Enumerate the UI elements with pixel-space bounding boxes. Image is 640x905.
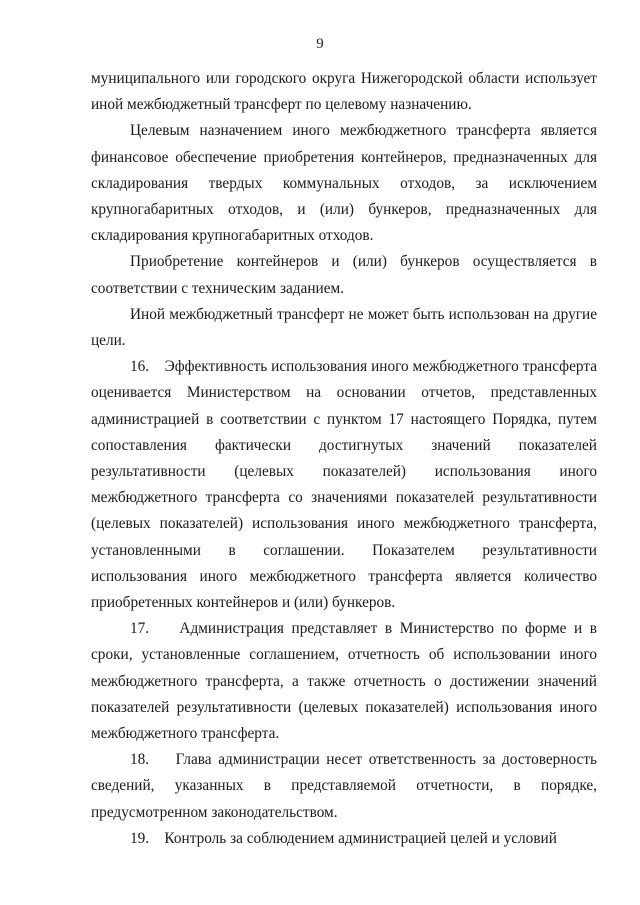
document-body [91,66,597,852]
clause-17: 17. Администрация представляет в Министерство по форме и в сроки, установленные соглашением, отчетность об использовании иного межбюджетного трансферта, а также отчетность о достижении значений показателей результативности (целевых показателей) использования иного межбюджетного трансферта. [91,620,597,743]
paragraph-purpose: Целевым назначением иного межбюджетного трансферта является финансовое обеспечение приобретения контейнеров, предназначенных для складирования твердых коммунальных отходов, за исключением крупногабаритных отходов, и (или) бункеров, предназначенных для складирования крупногабаритных отходов. [91,122,597,245]
clause-19: 19. Контроль за соблюдением администрацией целей и условий [130,829,557,847]
clause-18: 18. Глава администрации несет ответственность за достоверность сведений, указанных в представляемой отчетности, в порядке, предусмотренном законодательством. [91,751,597,821]
paragraph-continuation: муниципального или городского округа Нижегородской области использует иной межбюджетный трансферт по целевому назначению. [91,70,597,114]
paragraph-acquisition: Приобретение контейнеров и (или) бункеров осуществляется в соответствии с техническим заданием. [91,253,597,297]
paragraph-restriction: Иной межбюджетный трансферт не может быть использован на другие цели. [91,305,597,350]
page-number: 9 [316,36,324,52]
clause-16: 16. Эффективность использования иного межбюджетного трансферта оценивается Министерством на основании отчетов, представленных администрацией в соответствии с пунктом 17 настоящего Порядка, путем сопоставления фактически достигнутых значений показателей результативности (целевых показателей) использования иного межбюджетного трансферта со значениями показателей результативности (целевых показателей) использования иного межбюджетного трансферта, установленными в соглашении. Показателем результативности использования иного межбюджетного трансферта является количество приобретенных контейнеров и (или) бункеров. [91,358,597,612]
